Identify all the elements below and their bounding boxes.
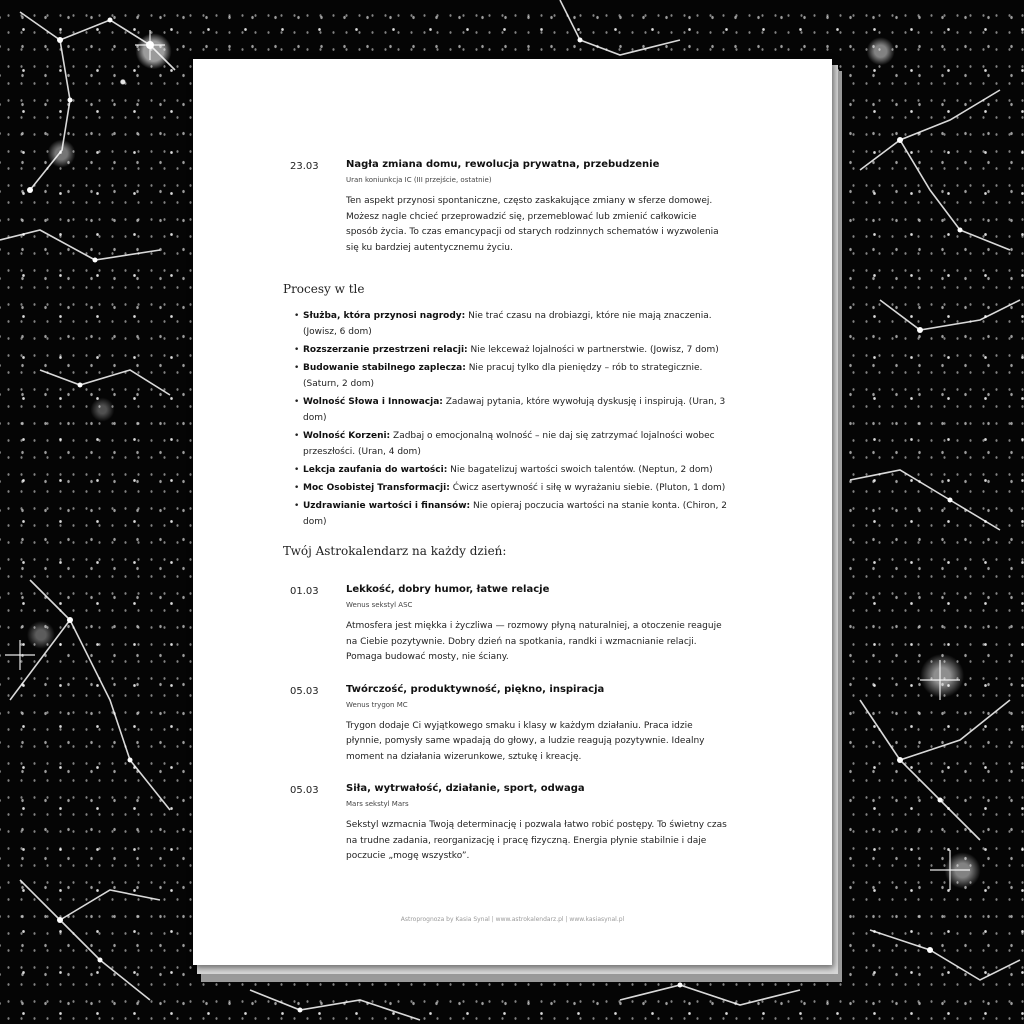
process-label: Budowanie stabilnego zaplecza: <box>303 363 466 373</box>
process-label: Wolność Korzeni: <box>303 431 391 441</box>
bullet-icon: • <box>294 345 300 355</box>
process-item <box>294 428 733 460</box>
calendar-entry <box>290 684 730 766</box>
entry-body <box>346 159 730 256</box>
process-text: Zadawaj pytania, które wywołują dyskusję i inspirują. (Uran, 3 dom) <box>303 397 726 423</box>
entry-text: Ten aspekt przynosi spontaniczne, często zaskakujące zmiany w sferze domowej. Możesz nagle chcieć przeprowadzić się, przemeblować lub zmienić całkowicie sposób życia. To czas emancypacji od starych rodzinnych schematów i wyzwolenia się ku bardziej autentycznemu życiu. <box>346 196 719 253</box>
process-item <box>294 462 733 478</box>
entry-date: 05.03 <box>290 685 319 697</box>
entry-date: 01.03 <box>290 586 319 597</box>
processes-heading: Procesy w tle <box>283 282 365 296</box>
bullet-icon: • <box>294 363 300 373</box>
process-text: Nie pracuj tylko dla pieniędzy – rób to strategicznie. (Saturn, 2 dom) <box>303 363 703 389</box>
entry-date: 23.03 <box>290 161 319 172</box>
entry-date: 05.03 <box>290 785 319 796</box>
page-content <box>283 159 730 883</box>
entry-body <box>346 783 730 865</box>
process-label: Uzdrawianie wartości i finansów: <box>303 501 471 511</box>
process-item <box>294 498 733 530</box>
entry-title: Twórczość, produktywność, piękno, inspiracja <box>346 683 605 695</box>
entry-text: Atmosfera jest miękka i życzliwa — rozmowy płyną naturalniej, a otoczenie reaguje na Ciebie pozytywnie. Dobry dzień na spotkania, randki i wzmacnianie relacji. Pomaga budować mosty, nie ściany. <box>346 621 722 662</box>
process-item <box>294 394 733 426</box>
calendar-entry <box>290 783 730 865</box>
entry-aspect: Wenus sekstyl ASC <box>346 601 413 609</box>
process-label: Lekcja zaufania do wartości: <box>303 465 448 475</box>
processes-list <box>294 308 730 530</box>
process-item <box>294 308 733 340</box>
process-label: Wolność Słowa i Innowacja: <box>303 397 443 407</box>
process-text: Ćwicz asertywność i siłę w wyrażaniu siebie. (Pluton, 1 dom) <box>449 483 726 493</box>
process-label: Rozszerzanie przestrzeni relacji: <box>303 345 468 355</box>
process-label: Moc Osobistej Transformacji: <box>303 483 450 493</box>
daily-calendar-heading: Twój Astrokalendarz na każdy dzień: <box>283 544 507 558</box>
page-footer: Astroprognoza by Kasia Synal | www.astrokalendarz.pl | www.kasiasynal.pl <box>400 916 625 923</box>
bullet-icon: • <box>294 465 300 475</box>
process-text: Zadbaj o emocjonalną wolność – nie daj się zatrzymać lojalności wobec przeszłości. (Uran, 4 dom) <box>303 431 715 457</box>
bullet-icon: • <box>294 501 300 511</box>
calendar-entry <box>290 584 730 666</box>
process-text: Nie lekceważ lojalności w partnerstwie. (Jowisz, 7 dom) <box>467 345 719 355</box>
entry-title: Siła, wytrwałość, działanie, sport, odwaga <box>346 783 585 794</box>
entry-body <box>346 684 730 766</box>
entry-aspect: Uran koniunkcja IC (III przejście, ostatnie) <box>346 176 492 184</box>
calendar-entry-top <box>290 159 730 256</box>
bullet-icon: • <box>294 483 300 493</box>
entry-text: Trygon dodaje Ci wyjątkowego smaku i klasy w każdym działaniu. Praca idzie płynnie, pomysły same wpadają do głowy, a ludzie reagują pozytywnie. Idealny moment na działania wizerunkowe, sztukę i kreację. <box>346 720 705 762</box>
bullet-icon: • <box>294 431 300 441</box>
bullet-icon: • <box>294 311 300 321</box>
entry-title: Lekkość, dobry humor, łatwe relacje <box>346 584 550 595</box>
process-text: Nie trać czasu na drobiazgi, które nie mają znaczenia. (Jowisz, 6 dom) <box>303 311 712 337</box>
process-text: Nie opieraj poczucia wartości na stanie konta. (Chiron, 2 dom) <box>303 501 727 527</box>
document-page <box>193 59 832 965</box>
process-item <box>294 480 733 496</box>
process-text: Nie bagatelizuj wartości swoich talentów. (Neptun, 2 dom) <box>447 465 713 475</box>
entry-aspect: Mars sekstyl Mars <box>346 800 409 808</box>
process-label: Służba, która przynosi nagrody: <box>303 311 466 321</box>
entry-text: Sekstyl wzmacnia Twoją determinację i pozwala łatwo robić postępy. To świetny czas na trudne zadania, reorganizację i pracę fizyczną. Energia płynie stabilnie i daje poczucie „mogę wszystko”. <box>346 820 727 861</box>
entry-title: Nagła zmiana domu, rewolucja prywatna, przebudzenie <box>346 159 660 170</box>
bullet-icon: • <box>294 397 300 407</box>
process-item <box>294 342 733 358</box>
process-item <box>294 360 733 392</box>
entry-body <box>346 584 730 666</box>
entry-aspect: Wenus trygon MC <box>346 700 408 709</box>
